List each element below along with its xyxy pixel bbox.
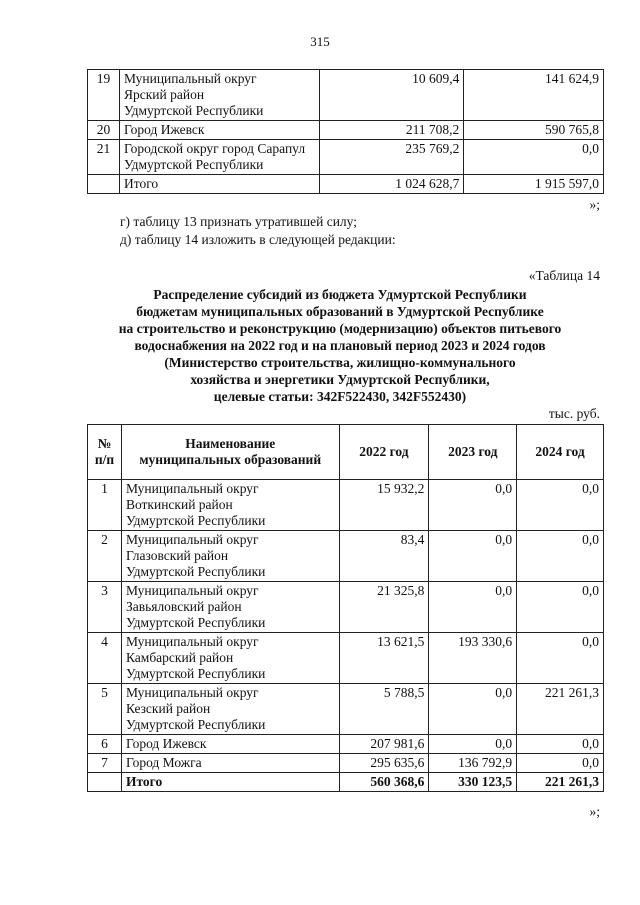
- value-2024: 0,0: [517, 735, 604, 754]
- row-number: [88, 175, 120, 194]
- total-2022: 560 368,6: [339, 773, 429, 792]
- table-row: [88, 582, 604, 633]
- row-number: 4: [88, 633, 122, 684]
- total-row: [88, 175, 604, 194]
- value-2022: 295 635,6: [339, 754, 429, 773]
- value-2024: 0,0: [517, 582, 604, 633]
- title-line: целевые статьи: 342F522430, 342F552430): [213, 389, 467, 404]
- value-2022: 15 932,2: [339, 480, 429, 531]
- closing-quote: »;: [589, 197, 600, 212]
- value-cell: 590 765,8: [464, 121, 604, 140]
- municipality-name: Муниципальный округ Кезский район Удмуртской Республики: [121, 684, 339, 735]
- row-number: 3: [88, 582, 122, 633]
- table-row: [88, 735, 604, 754]
- value-2022: 207 981,6: [339, 735, 429, 754]
- value-2022: 83,4: [339, 531, 429, 582]
- row-number: 19: [88, 70, 120, 121]
- row-number: 6: [88, 735, 122, 754]
- value-cell: 211 708,2: [319, 121, 464, 140]
- row-number: 2: [88, 531, 122, 582]
- value-2023: 0,0: [429, 735, 517, 754]
- table-label: «Таблица 14: [528, 268, 600, 283]
- row-number: 21: [88, 140, 120, 175]
- municipality-name: Город Ижевск: [121, 735, 339, 754]
- total-label: Итого: [119, 175, 319, 194]
- municipality-name: Город Можга: [121, 754, 339, 773]
- municipality-name: Муниципальный округ Воткинский район Удмуртской Республики: [121, 480, 339, 531]
- value-2023: 0,0: [429, 684, 517, 735]
- value-2023: 193 330,6: [429, 633, 517, 684]
- total-row: [88, 773, 604, 792]
- total-2024: 221 261,3: [517, 773, 604, 792]
- table-row: [88, 754, 604, 773]
- title-line: Распределение субсидий из бюджета Удмуртской Республики: [153, 287, 527, 302]
- municipality-name: Муниципальный округ Камбарский район Удмуртской Республики: [121, 633, 339, 684]
- row-number: 1: [88, 480, 122, 531]
- value-cell: 0,0: [464, 140, 604, 175]
- table-13-tail: [87, 69, 604, 194]
- title-line: (Министерство строительства, жилищно-коммунального: [164, 355, 516, 370]
- amendment-item-d: д) таблицу 14 изложить в следующей редакции:: [120, 232, 396, 247]
- amendment-item-g: г) таблицу 13 признать утратившей силу;: [120, 214, 357, 229]
- page-number: 315: [310, 34, 330, 49]
- header-2023: 2023 год: [429, 425, 517, 480]
- value-cell: 141 624,9: [464, 70, 604, 121]
- table-row: [88, 121, 604, 140]
- title-line: на строительство и реконструкцию (модернизацию) объектов питьевого: [118, 321, 562, 336]
- table-row: [88, 531, 604, 582]
- value-cell: 1 024 628,7: [319, 175, 464, 194]
- table-row: [88, 70, 604, 121]
- value-2023: 0,0: [429, 582, 517, 633]
- header-number: № п/п: [88, 425, 122, 480]
- units-label: тыс. руб.: [548, 406, 600, 421]
- header-name: Наименование муниципальных образований: [121, 425, 339, 480]
- row-number: [88, 773, 122, 792]
- value-2024: 0,0: [517, 480, 604, 531]
- title-line: водоснабжения на 2022 год и на плановый период 2023 и 2024 годов: [134, 338, 546, 353]
- value-2023: 0,0: [429, 531, 517, 582]
- value-2022: 13 621,5: [339, 633, 429, 684]
- value-2024: 0,0: [517, 633, 604, 684]
- row-number: 7: [88, 754, 122, 773]
- value-2023: 136 792,9: [429, 754, 517, 773]
- value-2022: 5 788,5: [339, 684, 429, 735]
- header-2022: 2022 год: [339, 425, 429, 480]
- table-row: [88, 684, 604, 735]
- municipality-name: Муниципальный округ Ярский район Удмуртской Республики: [119, 70, 319, 121]
- table-row: [88, 480, 604, 531]
- header-2024: 2024 год: [517, 425, 604, 480]
- value-cell: 235 769,2: [319, 140, 464, 175]
- total-2023: 330 123,5: [429, 773, 517, 792]
- row-number: 5: [88, 684, 122, 735]
- value-cell: 1 915 597,0: [464, 175, 604, 194]
- table-row: [88, 140, 604, 175]
- title-line: бюджетам муниципальных образований в Удмуртской Республике: [136, 304, 544, 319]
- header-row: [88, 425, 604, 480]
- municipality-name: Муниципальный округ Глазовский район Удмуртской Республики: [121, 531, 339, 582]
- value-2022: 21 325,8: [339, 582, 429, 633]
- value-2024: 0,0: [517, 531, 604, 582]
- municipality-name: Город Ижевск: [119, 121, 319, 140]
- value-cell: 10 609,4: [319, 70, 464, 121]
- value-2024: 0,0: [517, 754, 604, 773]
- municipality-name: Муниципальный округ Завьяловский район Удмуртской Республики: [121, 582, 339, 633]
- closing-quote: »;: [589, 804, 600, 819]
- table-14: [87, 424, 604, 792]
- row-number: 20: [88, 121, 120, 140]
- value-2023: 0,0: [429, 480, 517, 531]
- table-title: [80, 286, 600, 405]
- municipality-name: Городской округ город Сарапул Удмуртской Республики: [119, 140, 319, 175]
- value-2024: 221 261,3: [517, 684, 604, 735]
- table-row: [88, 633, 604, 684]
- title-line: хозяйства и энергетики Удмуртской Республики,: [190, 372, 490, 387]
- total-label: Итого: [121, 773, 339, 792]
